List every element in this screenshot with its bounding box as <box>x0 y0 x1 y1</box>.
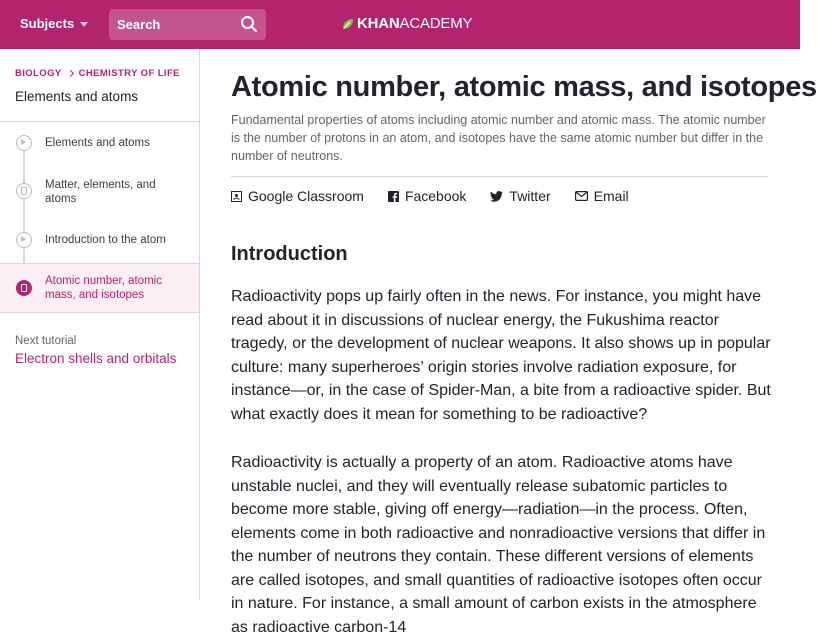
sidebar <box>0 49 200 600</box>
facebook-share-button[interactable] <box>388 188 466 204</box>
page-description: Fundamental properties of atoms including atomic number and atomic mass. The atomic number is the number of protons in an atom, and isotopes have the same atomic number but differ in the number of neutrons. <box>231 113 766 163</box>
caret-down-icon <box>80 22 88 27</box>
play-icon <box>16 135 32 151</box>
sidebar-item-elements-and-atoms[interactable] <box>0 129 199 159</box>
sidebar-item-label: Introduction to the atom <box>45 234 166 246</box>
subjects-label: Subjects <box>20 16 75 31</box>
logo-text-bold: KHAN <box>357 15 400 32</box>
sidebar-divider <box>0 121 199 122</box>
sidebar-item-atomic-number-isotopes[interactable] <box>0 263 199 313</box>
sidebar-item-label: Atomic number, atomic mass, and isotopes <box>45 275 162 301</box>
chevron-right-icon <box>67 70 74 77</box>
content-divider <box>231 176 768 177</box>
subjects-menu-button[interactable] <box>20 16 88 31</box>
article-icon <box>16 280 32 296</box>
share-bar <box>231 188 629 204</box>
paragraph: Radioactivity pops up fairly often in the news. For instance, you might have read about it in discussions of nuclear energy, the Fukushima reactor tragedy, or the development of nuclear weapons. It also shows up in popular culture: many superheroes’ origin stories involve radiation exposure, for instance—or, in the case of Spider-Man, a bite from a radioactive spider. But what exactly does it mean for something to be radioactive? <box>231 288 771 423</box>
unit-title[interactable]: Elements and atoms <box>15 89 139 104</box>
sidebar-item-matter-elements-atoms[interactable] <box>0 172 199 212</box>
paragraph: Radioactivity is actually a property of an atom. Radioactive atoms have unstable nuclei, and they will eventually release subatomic particles to become more stable, giving off energy—radiation—in the process. Often, elements come in both radioactive and nonradioactive versions that differ in the number of neutrons they contain. These different versions of elements are called isotopes, and small quantities of radioactive isotopes often occur in nature. For instance, a small amount of carbon exists in the atmosphere as radioactive carbon-14 <box>231 454 766 636</box>
top-nav-bar <box>0 0 800 49</box>
facebook-icon <box>388 191 399 202</box>
search-box <box>109 9 266 40</box>
article-content <box>231 49 817 636</box>
share-label: Google Classroom <box>248 188 364 204</box>
share-label: Twitter <box>509 188 551 204</box>
sidebar-item-introduction-to-atom[interactable] <box>0 226 199 256</box>
twitter-icon <box>490 191 503 202</box>
sidebar-item-label: Elements and atoms <box>45 137 150 149</box>
google-classroom-icon <box>231 191 242 202</box>
section-heading-introduction: Introduction <box>231 243 348 265</box>
google-classroom-share-button[interactable] <box>231 188 364 204</box>
leaf-icon <box>342 18 354 30</box>
next-tutorial-label: Next tutorial <box>15 335 77 347</box>
share-label: Facebook <box>404 188 467 204</box>
next-tutorial-link[interactable]: Electron shells and orbitals <box>15 351 177 366</box>
breadcrumb-biology[interactable]: BIOLOGY <box>15 68 62 79</box>
article-icon <box>16 183 32 199</box>
email-icon <box>575 191 588 201</box>
breadcrumb <box>15 68 180 79</box>
page-title: Atomic number, atomic mass, and isotopes <box>231 71 817 103</box>
search-input[interactable] <box>109 9 229 40</box>
khan-academy-logo[interactable] <box>342 15 472 32</box>
search-icon[interactable] <box>240 15 258 33</box>
breadcrumb-chemistry-of-life[interactable]: CHEMISTRY OF LIFE <box>78 68 180 79</box>
sidebar-item-label: Matter, elements, and atoms <box>45 179 156 205</box>
share-label: Email <box>593 188 629 204</box>
email-share-button[interactable] <box>575 188 629 204</box>
twitter-share-button[interactable] <box>490 188 550 204</box>
play-icon <box>16 232 32 248</box>
logo-text-light: ACADEMY <box>399 15 473 32</box>
